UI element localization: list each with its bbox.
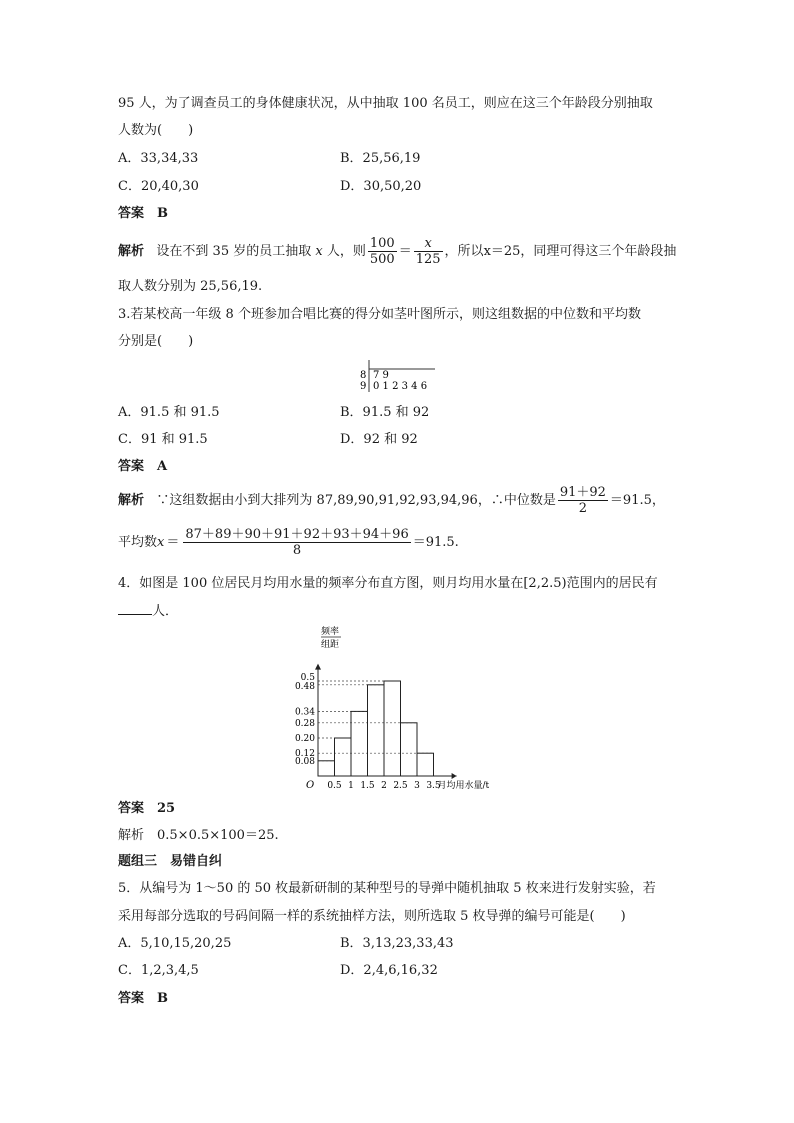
histogram-bar xyxy=(384,681,401,776)
y-tick-label: 0.5 xyxy=(300,673,315,683)
q2-analysis-d: x＝25，同理可得这三个年龄段抽 xyxy=(483,244,677,259)
q2-analysis-line2: 取人数分别为 25,56,19. xyxy=(118,279,263,294)
q5-stem-line1: 5．从编号为 1～50 的 50 枚最新研制的某种型号的导弹中随机抽取 5 枚来进行发射实验，若 xyxy=(118,881,656,896)
histogram-bar xyxy=(401,723,418,776)
q3-analysis-label: 解析 xyxy=(118,493,145,508)
answer-blank xyxy=(118,602,152,615)
x-axis-arrow xyxy=(452,773,457,779)
origin-label: O xyxy=(306,780,315,791)
q3-analysis xyxy=(118,484,665,518)
x-tick-label: 2.5 xyxy=(393,781,408,791)
q3-mean-fraction: ＝ xyxy=(166,535,180,550)
x-tick-label: 3.5 xyxy=(426,781,441,791)
x-tick-label: 0.5 xyxy=(327,781,342,791)
q4-stem-line2 xyxy=(118,602,178,621)
y-tick-label: 0.28 xyxy=(294,718,315,729)
q2-analysis-a: 设在不到 35 岁的员工抽取 xyxy=(156,244,312,259)
q2-analysis: 解析 设在不到 35 岁的员工抽取 x 人，则 $\frac{100}{500}$ ＝ $\frac{x}{125}$ ，所以x＝25，同理可得这三个年龄段抽 xyxy=(118,236,677,267)
q3-answer: 答案 A xyxy=(118,459,168,474)
stem-leaf-plot xyxy=(355,358,439,394)
y-axis-arrow xyxy=(315,664,321,670)
q3-mean-label: 平均数 xyxy=(118,535,158,550)
y-tick-label: 0.34 xyxy=(294,707,315,718)
y-tick-label: 0.20 xyxy=(294,734,315,744)
q4-analysis: 解析 0.5×0.5×100＝25. xyxy=(118,828,279,843)
q2-fraction-1: $\frac{100}{500}$ xyxy=(369,236,395,267)
q3-option-d: D．92 和 92 xyxy=(340,432,418,447)
q3-mean: 平均数x ＝ $\frac{87+89+90+91+92+93+94+96}{8}$ ＝91.5. xyxy=(118,527,459,558)
histogram-bar xyxy=(351,711,368,776)
x-tick-label: 1 xyxy=(348,781,354,791)
q5-option-a: A．5,10,15,20,25 xyxy=(118,936,232,951)
q3-option-a: A．91.5 和 91.5 xyxy=(118,405,220,420)
y-axis-label-top: 频率 xyxy=(321,627,340,637)
q2-analysis-b: 人，则 xyxy=(326,244,366,259)
stem-8: 8 xyxy=(360,370,367,381)
q2-option-d: D．30,50,20 xyxy=(340,179,422,194)
q2-stem-line1: 95 人，为了调查员工的身体健康状况，从中抽取 100 名员工，则应在这三个年龄段分别抽取 xyxy=(118,96,653,111)
y-tick-label: 0.48 xyxy=(294,681,315,692)
q3-median-fraction: $\frac{91+92}{2}$ xyxy=(559,485,606,516)
q3-median-result: ＝91.5， xyxy=(609,493,665,508)
x-tick-label: 2 xyxy=(381,781,387,791)
q2-stem-line2: 人数为( ) xyxy=(118,123,194,138)
q2-answer: 答案 B xyxy=(118,206,168,221)
leaves-8: 7 9 xyxy=(373,370,389,381)
q2-analysis-var: x xyxy=(315,244,323,259)
q3-option-b: B．91.5 和 92 xyxy=(340,405,430,420)
q3-mean-result: ＝91.5. xyxy=(412,535,459,550)
q2-option-a: A．33,34,33 xyxy=(118,151,199,166)
q4-answer: 答案 25 xyxy=(118,801,176,816)
histogram xyxy=(290,624,520,794)
y-tick-label: 0.08 xyxy=(294,756,315,767)
q4-stem-line1: 4．如图是 100 位居民月均用水量的频率分布直方图，则月均用水量在[2,2.5)范围内的居民有 xyxy=(118,576,658,591)
y-axis-label-bottom: 组距 xyxy=(321,640,340,650)
q3-option-c: C．91 和 91.5 xyxy=(118,432,208,447)
q5-option-c: C．1,2,3,4,5 xyxy=(118,963,199,978)
q4-stem-suffix: 人． xyxy=(152,604,179,619)
x-tick-label: 1.5 xyxy=(360,781,375,791)
q2-analysis-c: ，所以 xyxy=(444,244,484,259)
section-heading: 题组三 易错自纠 xyxy=(118,854,223,869)
q5-stem-line2: 采用每部分选取的号码间隔一样的系统抽样方法，则所选取 5 枚导弹的编号可能是( ) xyxy=(118,909,626,924)
histogram-bar xyxy=(368,685,385,776)
histogram-bar xyxy=(417,753,434,776)
x-axis-label: 月均用水量/t xyxy=(437,781,490,791)
q3-mean-fraction-body: $\frac{87+89+90+91+92+93+94+96}{8}$ xyxy=(185,527,409,558)
q3-stem-line2: 分别是( ) xyxy=(118,334,194,349)
histogram-bar xyxy=(335,738,352,776)
q2-option-b: B．25,56,19 xyxy=(340,151,421,166)
x-tick-label: 3 xyxy=(414,781,420,791)
q5-option-b: B．3,13,23,33,43 xyxy=(340,936,454,951)
q2-fraction-2: $\frac{x}{125}$ xyxy=(415,236,441,267)
leaves-9: 0 1 2 3 4 6 xyxy=(373,381,428,392)
q2-analysis-label: 解析 xyxy=(118,244,145,259)
q2-option-c: C．20,40,30 xyxy=(118,179,199,194)
q5-option-d: D．2,4,6,16,32 xyxy=(340,963,438,978)
y-tick-label: 0.12 xyxy=(294,749,315,760)
q3-analysis-a: ∵这组数据由小到大排列为 87,89,90,91,92,93,94,96，∴中位数是 xyxy=(156,493,556,508)
q3-stem-line1: 3.若某校高一年级 8 个班参加合唱比赛的得分如茎叶图所示，则这组数据的中位数和平均数 xyxy=(118,307,641,322)
histogram-bar xyxy=(318,761,335,776)
stem-9: 9 xyxy=(360,381,367,392)
q5-answer: 答案 B xyxy=(118,991,168,1006)
